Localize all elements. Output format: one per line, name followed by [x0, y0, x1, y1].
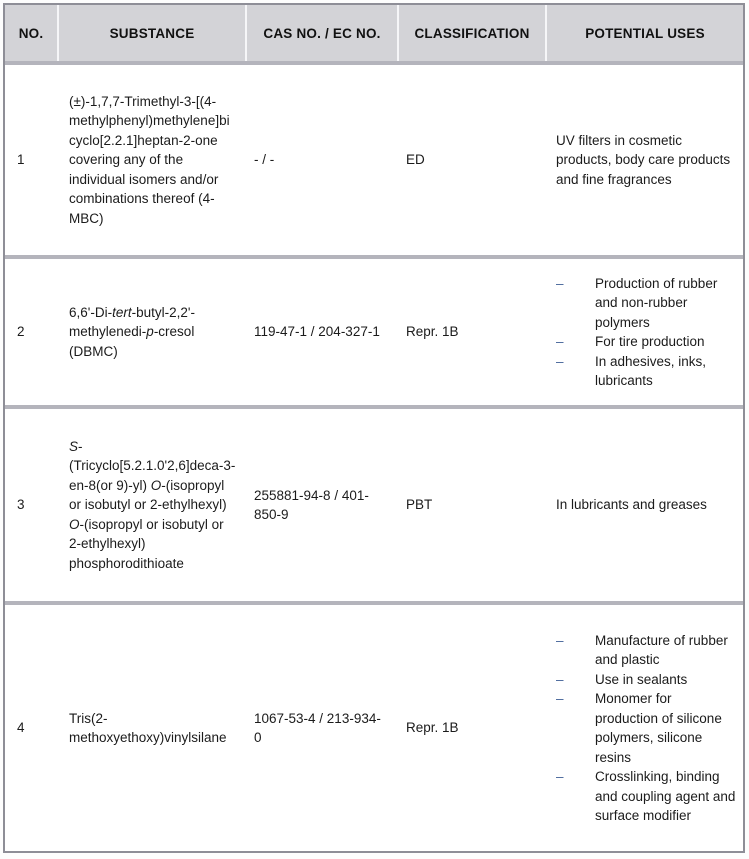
cell-classification [397, 605, 545, 851]
cell-no [5, 605, 57, 851]
cell-cas-ec [245, 259, 397, 405]
substance-name [69, 303, 236, 362]
uses-list [556, 274, 737, 391]
list-item-text: Crosslinking, binding and coupling agent and surface modifier [595, 769, 736, 823]
table-row [5, 65, 743, 255]
dash-bullet: – [556, 691, 564, 706]
potential-uses-content: UV filters in cosmetic products, body care products and fine fragrances [556, 132, 731, 187]
header-cell-no: NO. [18, 25, 44, 41]
cell-substance [57, 65, 245, 255]
list-item [556, 352, 737, 391]
list-item-text: Use in sealants [595, 671, 688, 687]
cas-ec-number: 119-47-1 / 204-327-1 [254, 324, 380, 340]
substance-number: 3 [17, 497, 25, 513]
substance-name-segment: -butyl-2,2'-methylenedi- [69, 304, 195, 340]
table-row [5, 405, 743, 601]
substance-name-italic-segment: O [69, 516, 80, 532]
list-item [556, 767, 737, 826]
substance-number: 1 [17, 152, 25, 168]
cell-no [5, 409, 57, 601]
substance-name [69, 709, 236, 748]
substance-name-segment: -(isopropyl or isobutyl or 2-ethylhexyl) [69, 477, 227, 513]
header-cell-substance: SUBSTANCE [57, 5, 245, 61]
classification-value: PBT [406, 497, 433, 513]
substance-name [69, 92, 236, 229]
list-item-text: For tire production [595, 334, 705, 349]
table-header-row [5, 5, 743, 65]
dash-bullet: – [556, 671, 564, 687]
list-item-text: Manufacture of rubber and plastic [595, 632, 728, 667]
substance-name-italic-segment: tert [112, 304, 132, 320]
list-item [556, 631, 737, 670]
cas-ec-number: 1067-53-4 / 213-934-0 [254, 710, 381, 745]
list-item-text: In adhesives, inks, lubricants [595, 353, 707, 388]
dash-bullet: – [556, 353, 564, 369]
uses-list [556, 631, 737, 826]
cell-substance [57, 605, 245, 851]
cell-no [5, 65, 57, 255]
cell-cas-ec [245, 605, 397, 851]
dash-bullet: – [556, 769, 564, 784]
dash-bullet: – [556, 334, 564, 349]
substance-name-italic-segment: p [146, 324, 154, 340]
cell-potential-uses [545, 65, 743, 255]
substance-name [69, 437, 236, 574]
substance-name-italic-segment: O [150, 477, 162, 493]
cas-ec-number: - / - [254, 152, 275, 168]
cell-no [5, 259, 57, 405]
substances-table [3, 3, 745, 853]
substance-number: 4 [17, 720, 25, 736]
list-item [556, 332, 737, 352]
substance-name-segment: -(isopropyl or isobutyl or 2-ethylhexyl) phosphorodithioate [69, 516, 224, 571]
cell-potential-uses [545, 409, 743, 601]
list-item [556, 274, 737, 333]
potential-uses-content: In lubricants and greases [556, 497, 707, 513]
dash-bullet: – [556, 275, 564, 291]
substance-number: 2 [17, 324, 25, 340]
table-row [5, 255, 743, 405]
list-item-text: Production of rubber and non-rubber polymers [595, 275, 718, 330]
substance-name-segment: -(Tricyclo[5.2.1.0'2,6]deca-3-en-8(or 9)-yl) [69, 438, 236, 493]
substance-name-segment: Tris(2-methoxyethoxy)vinylsilane [69, 710, 227, 745]
classification-value: Repr. 1B [406, 720, 459, 736]
header-cell-classification: CLASSIFICATION [397, 5, 545, 61]
cell-substance [57, 259, 245, 405]
substance-name-segment: 6,6'-Di- [69, 304, 113, 320]
dash-bullet: – [556, 632, 564, 648]
table-row [5, 601, 743, 851]
table-body [5, 65, 743, 851]
list-item [556, 689, 737, 767]
cell-cas-ec [245, 409, 397, 601]
cas-ec-number: 255881-94-8 / 401-850-9 [254, 487, 369, 522]
substance-name-segment: -cresol (DBMC) [69, 324, 195, 359]
header-cell-potential-uses: POTENTIAL USES [545, 5, 743, 61]
cell-classification [397, 409, 545, 601]
cell-potential-uses [545, 259, 743, 405]
cell-cas-ec [245, 65, 397, 255]
substance-name-segment: (±)-1,7,7-Trimethyl-3-[(4-methylphenyl)methylene]bicyclo[2.2.1]heptan-2-one covering any of the individual isomers and/or combinations thereof (4-MBC) [69, 93, 230, 226]
cell-classification [397, 65, 545, 255]
classification-value: ED [406, 152, 425, 168]
list-item [556, 670, 737, 690]
header-cell-cas-ec: CAS NO. / EC NO. [245, 5, 397, 61]
classification-value: Repr. 1B [406, 324, 459, 340]
cell-potential-uses [545, 605, 743, 851]
list-item-text: Monomer for production of silicone polymers, silicone resins [595, 691, 722, 765]
cell-substance [57, 409, 245, 601]
cell-classification [397, 259, 545, 405]
substance-name-italic-segment: S [69, 438, 79, 454]
